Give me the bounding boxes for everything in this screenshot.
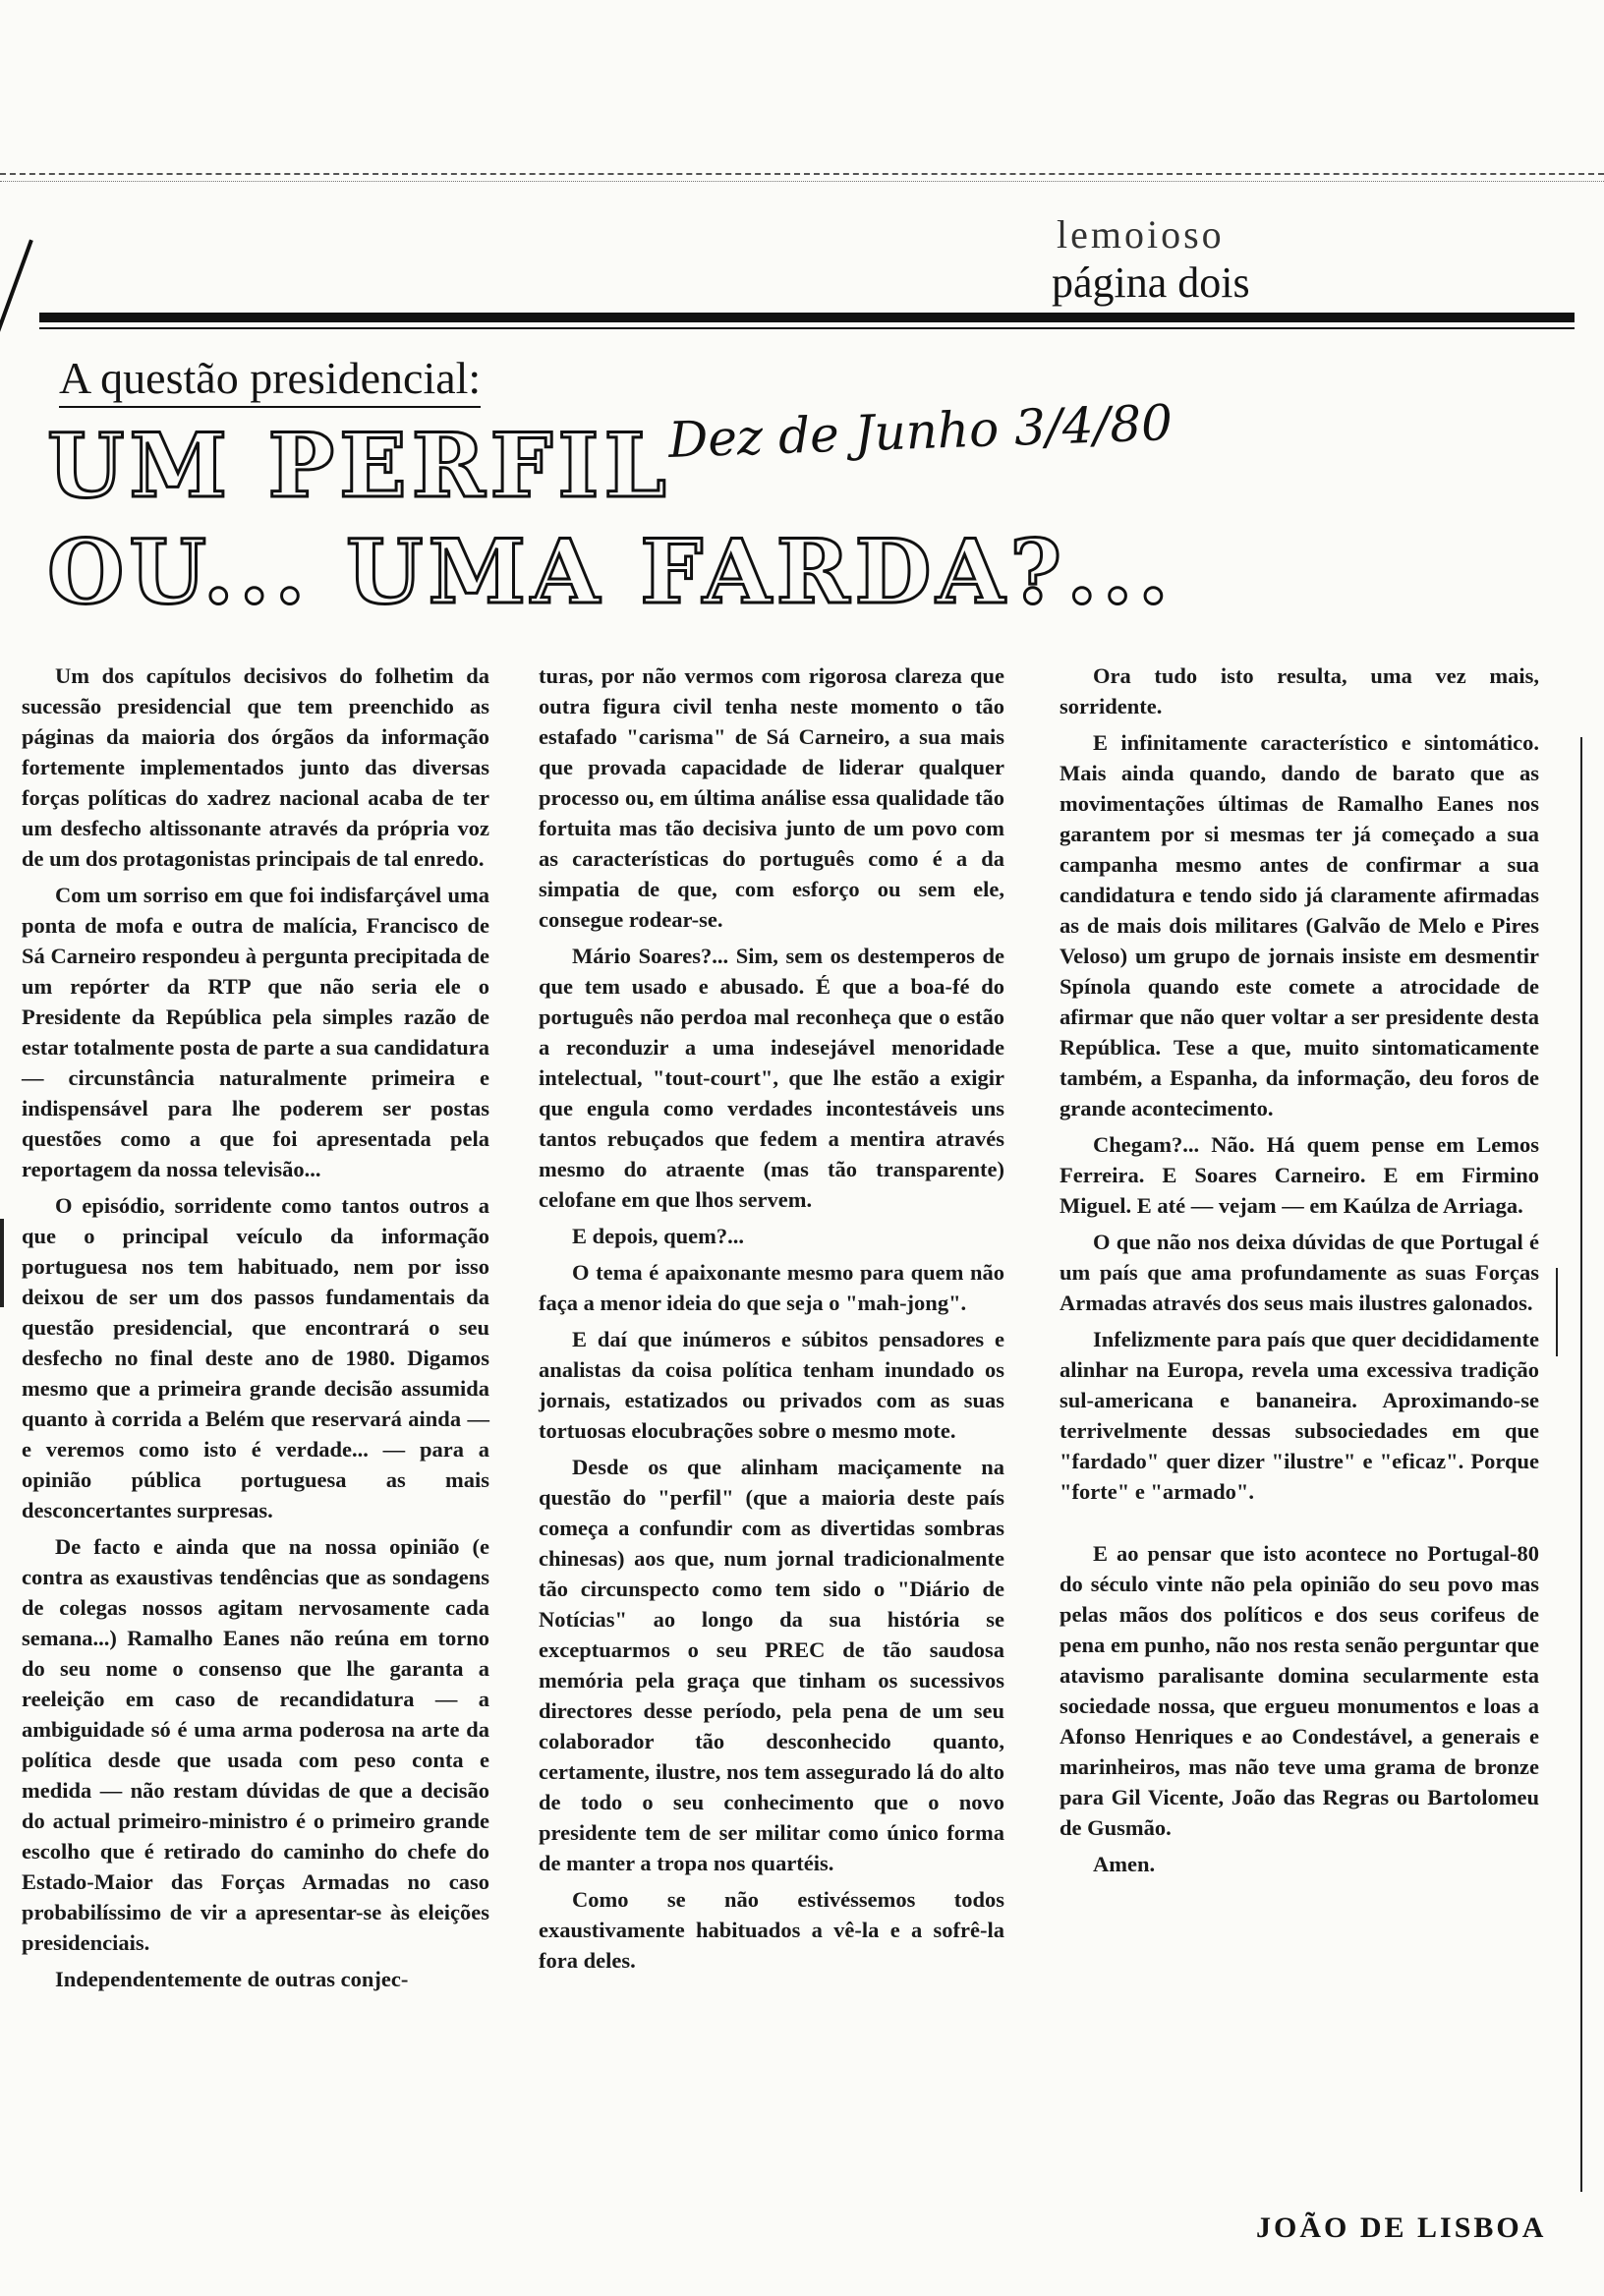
paragraph: Independentemente de outras conjec- — [55, 1967, 409, 1991]
article-kicker: A questão presidencial: — [59, 352, 481, 408]
paragraph: Chegam?... Não. Há quem pense em Lemos Ferreira. E Soares Carneiro. E em Firmino Miguel. E até — vejam — em Kaúlza de Arriaga. — [1060, 1132, 1539, 1218]
headline-line-2: OU... UMA FARDA?... — [47, 520, 1174, 624]
author-signature: JOÃO DE LISBOA — [1256, 2211, 1547, 2244]
paragraph: E ao pensar que isto acontece no Portugal-80 do século vinte não pela opinião do seu povo mas pelas mãos dos políticos e dos seus corifeus de pena em punho, não nos resta senão perguntar que atavismo paralisante domina secularmente esta sociedade nossa, que ergueu monumentos e loas a Afonso Henriques e ao Condestável, a generais e marinheiros, mas não teve uma grama de bronze para Gil Vicente, João das Regras ou Bartolomeu de Gusmão. — [1060, 1541, 1539, 1840]
paragraph: De facto e ainda que na nossa opinião (e contra as exaustivas tendências que as sondagens de colegas nossos agitam nervosamente cada semana...) Ramalho Eanes não reúna em torno do seu nome o consenso que lhe garanta a reeleição em caso de recandidatura — a ambiguidade só é uma arma poderosa na arte da política desde que usada com peso conta e medida — não restam dúvidas de que a decisão do actual primeiro-ministro é o primeiro grande escolho que é retirado do caminho do chefe do Estado-Maior das Forças Armadas no caso probabilíssimo de vir a apresentar-se às eleições presidenciais. — [22, 1534, 489, 1955]
top-dotted-rule — [0, 181, 1604, 182]
section-name: página dois — [1052, 258, 1250, 307]
margin-bar-left — [0, 1219, 4, 1307]
top-dashed-rule — [0, 173, 1604, 175]
column-3 — [1060, 660, 1539, 1885]
column-1 — [22, 660, 489, 2000]
paragraph: E depois, quem?... — [572, 1224, 745, 1248]
paragraph: Desde os que alinham maciçamente na questão do "perfil" (que a maioria deste país começa a confundir com as divertidas sombras chinesas) aos que, num jornal tradicionalmente tão circunspecto como tem sido o "Diário de Notícias" ao longo da sua história se exceptuarmos o seu PREC de tão saudosa memória pela graça que tinham os sucessivos directores desse período, pela pena de um seu colaborador tão desconhecido quanto, certamente, ilustre, nos tem assegurado lá do alto de todo o seu conhecimento que o novo presidente tem de ser militar como único forma de manter a tropa nos quartéis. — [539, 1455, 1004, 1875]
paragraph: Mário Soares?... Sim, sem os destemperos de que tem usado e abusado. É que a boa-fé do português não perdoa mal reconheça que o estão a reconduzir a uma indesejável menoridade intelectual, "tout-court", que lhe estão a exigir que engula como verdades incontestáveis uns tantos rebuçados que fedem a mentira através mesmo do atraente (mas tão transparente) celofane em que lhos servem. — [539, 944, 1004, 1212]
header-rule — [39, 313, 1575, 322]
paragraph: O que não nos deixa dúvidas de que Portugal é um país que ama profundamente as suas Forças Armadas através dos seus mais ilustres galonados. — [1060, 1230, 1539, 1315]
paragraph: O tema é apaixonante mesmo para quem não faça a menor ideia do que seja o "mah-jong". — [539, 1260, 1004, 1315]
section-label-cut: lemoioso — [1057, 212, 1225, 257]
paragraph: Ora tudo isto resulta, uma vez mais, sorridente. — [1060, 663, 1539, 718]
paragraph: Infelizmente para país que quer decididamente alinhar na Europa, revela uma excessiva tradição sul-americana e bananeira. Aproximando-se terrivelmente dessas subsociedades em que "fardado" quer dizer "ilustre" e "eficaz". Porque "forte" e "armado". — [1060, 1327, 1539, 1504]
paragraph: Com um sorriso em que foi indisfarçável uma ponta de mofa e outra de malícia, Francisco de Sá Carneiro respondeu à pergunta precipitada de um repórter da RTP que não seria ele o Presidente da República pela simples razão de estar totalmente posta de parte a sua candidatura — circunstância naturalmente primeira e indispensável para lhe poderem ser postas questões como a que foi apresentada pela reportagem da nossa televisão... — [22, 883, 489, 1181]
margin-bar-right — [1580, 737, 1582, 2192]
margin-bar-mid — [1556, 1268, 1558, 1356]
paragraph: Um dos capítulos decisivos do folhetim da sucessão presidencial que tem preenchido as páginas da maioria dos órgãos da informação fortemente implementados junto das diversas forças políticas do xadrez nacional acaba de ter um desfecho altissonante através da própria voz de um dos protagonistas principais de tal enredo. — [22, 663, 489, 871]
paragraph: O episódio, sorridente como tantos outros a que o principal veículo da informação portuguesa nos tem habituado, nem por isso deixou de ser um dos passos fundamentais da questão presidencial, que encontrará o seu desfecho no final deste ano de 1980. Digamos mesmo que a primeira grande decisão assumida quanto à corrida a Belém que reservará ainda — e veremos como isto é verdade... — para a opinião pública portuguesa as mais desconcertantes surpresas. — [22, 1193, 489, 1522]
margin-slash-mark — [0, 240, 33, 371]
paragraph: Amen. — [1093, 1852, 1156, 1876]
column-2 — [539, 660, 1004, 1981]
paragraph: turas, por não vermos com rigorosa clareza que outra figura civil tenha neste momento o tão estafado "carisma" de Sá Carneiro, a sua mais que provada capacidade de liderar qualquer processo ou, em última análise essa qualidade tão fortuita mas tão decisiva junto de um povo com as características do português como é a da simpatia de que, com esforço ou sem ele, consegue rodear-se. — [539, 663, 1004, 932]
headline-line-1: UM PERFIL — [47, 414, 671, 518]
paragraph: Como se não estivéssemos todos exaustivamente habituados a vê-la e a sofrê-la fora deles. — [539, 1887, 1004, 1973]
paragraph: E infinitamente característico e sintomático. Mais ainda quando, dando de barato que as movimentações últimas de Ramalho Eanes nos garantem por si mesmas ter já começado a sua campanha mesmo antes de confirmar a sua candidatura e tendo sido já claramente afirmadas as de mais dois militares (Galvão de Melo e Pires Veloso) um grupo de jornais insiste em desmentir Spínola quando este comete a atrocidade de afirmar que não quer voltar a ser presidente desta República. Tese a que, muito sintomaticamente também, a Espanha, da informação, deu foros de grande acontecimento. — [1060, 730, 1539, 1120]
header-rule-thin — [39, 327, 1575, 329]
paragraph: E daí que inúmeros e súbitos pensadores e analistas da coisa política tenham inundado os jornais, estatizados ou privados com as suas tortuosas elocubrações sobre o mesmo mote. — [539, 1327, 1004, 1443]
handwritten-date-note: Dez de Junho 3/4/80 — [667, 394, 1174, 469]
